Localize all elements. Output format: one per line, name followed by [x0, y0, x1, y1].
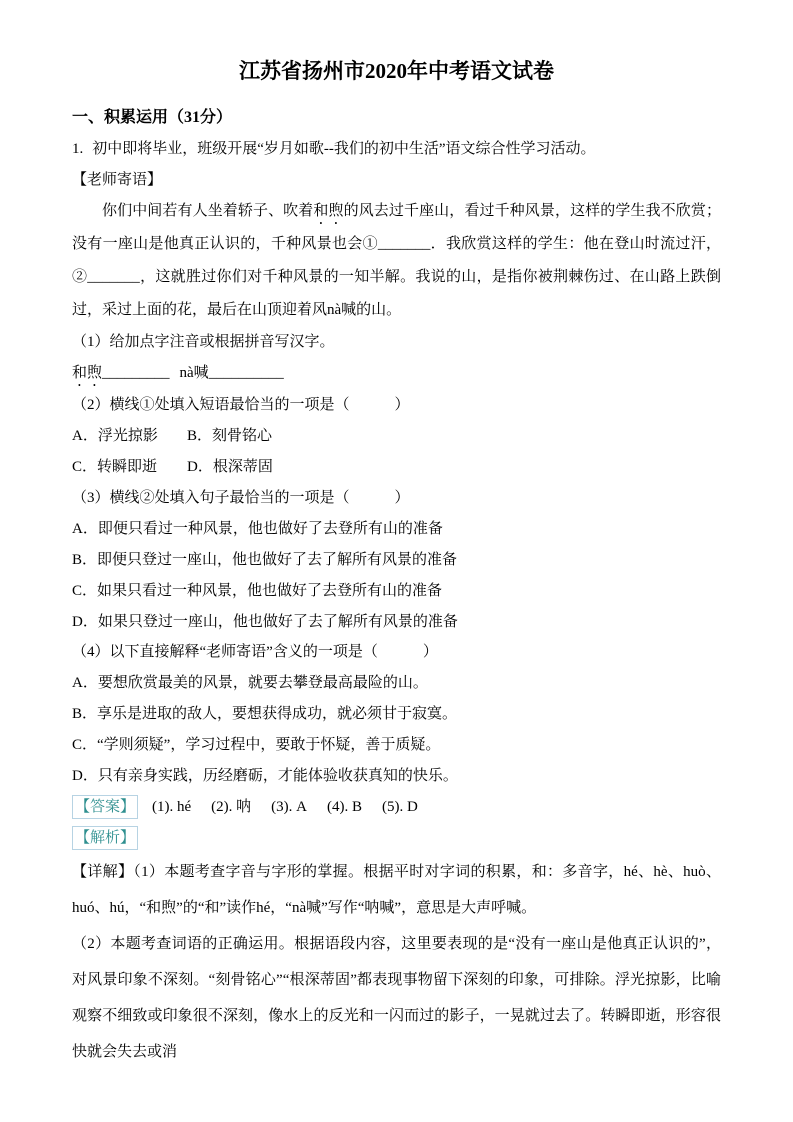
answer-blank-1: _________ — [102, 365, 170, 382]
option-3c: C．如果只看过一种风景，他也做好了去登所有山的准备 — [72, 582, 443, 599]
subquestion-1-blank-line — [72, 358, 721, 390]
teacher-message-passage — [72, 195, 721, 327]
option-2b: B．刻骨铭心 — [187, 428, 273, 445]
answer-item-5: (5). D — [382, 798, 418, 815]
answer-items — [152, 799, 438, 815]
option-3a: A．即便只看过一种风景，他也做好了去登所有山的准备 — [72, 520, 443, 537]
subquestion-2-options-row-2 — [72, 452, 721, 483]
question-1-intro-line — [72, 134, 721, 165]
option-4d: D．只有亲身实践，历经磨砺，才能体验收获真知的快乐。 — [72, 768, 458, 785]
answer-blank-2: __________ — [208, 365, 284, 382]
section-heading: 一、积累运用（31分） — [72, 109, 233, 127]
passage-text-pre: 你们中间若有人坐着轿子、吹着 — [102, 203, 314, 220]
analysis-paragraph-1-text: （1）本题考查字音与字形的掌握。根据平时对字词的积累，和：多音字，hé、hè、huò、huó、hú，“和煦”的“和”读作hé，“nà喊”写作“呐喊”，意思是大声呼喊。 — [72, 863, 721, 916]
document-title: 江苏省扬州市2020年中考语文试卷 — [239, 59, 554, 83]
answer-item-4: (4). B — [327, 798, 362, 815]
analysis-detail-paragraph — [72, 854, 721, 926]
question-intro-text: 初中即将毕业，班级开展“岁月如歌--我们的初中生活”语文综合性学习活动。 — [92, 140, 596, 157]
analysis-line — [72, 823, 721, 854]
option-2a: A．浮光掠影 — [72, 428, 158, 445]
option-4b: B．享乐是进取的敌人，要想获得成功，就必须甘于寂寞。 — [72, 706, 458, 723]
subquestion-2-options-row-1 — [72, 421, 721, 452]
subquestion-4-prompt: （4）以下直接解释“老师寄语”含义的一项是（ ） — [72, 644, 438, 661]
answer-line — [72, 792, 721, 823]
pinyin-word-nahan: nà喊 — [179, 365, 209, 382]
analysis-label: 【解析】 — [72, 826, 138, 851]
answer-item-2: (2). 呐 — [211, 798, 252, 815]
option-3d: D．如果只登过一座山，他也做好了去了解所有风景的准备 — [72, 613, 458, 630]
dotted-word-hexu: 和煦 — [313, 203, 344, 220]
option-2c: C．转瞬即逝 — [72, 459, 158, 476]
subquestion-2-prompt: （2）横线①处填入短语最恰当的一项是（ ） — [72, 397, 410, 414]
dotted-word-hexu-blank: 和煦 — [72, 365, 103, 382]
subquestion-3-prompt: （3）横线②处填入句子最恰当的一项是（ ） — [72, 490, 410, 507]
teacher-message-label: 【老师寄语】 — [72, 171, 163, 188]
answer-item-3: (3). A — [271, 798, 307, 815]
analysis-paragraph-2: （2）本题考查词语的正确运用。根据语段内容，这里要表现的是“没有一座山是他真正认识的”，对风景印象不深刻。“刻骨铭心”“根深蒂固”都表现事物留下深刻的印象，可排除。浮光掠影，比喻观察不细致或印象很不深刻，像水上的反光和一闪而过的影子，一晃就过去了。转瞬即逝，形容很快就会失去或消 — [72, 935, 721, 1060]
answer-item-1: (1). hé — [152, 798, 192, 815]
option-2d: D．根深蒂固 — [187, 459, 273, 476]
option-4c: C．“学则须疑”，学习过程中，要敢于怀疑，善于质疑。 — [72, 737, 441, 754]
answer-label: 【答案】 — [72, 795, 138, 820]
question-number: 1. — [72, 140, 84, 157]
detail-label: 【详解】 — [72, 863, 134, 880]
option-4a: A．要想欣赏最美的风景，就要去攀登最高最险的山。 — [72, 675, 428, 692]
passage-text-post: 的风去过千座山，看过千种风景，这样的学生我不欣赏；没有一座山是他真正认识的，千种风景也会①_______．我欣赏这样的学生：他在登山时流过汗，②_______，这就胜过你们对千种风景的一知半解。我说的山，是指你被荆棘伤过、在山路上跌倒过，采过上面的花，最后在山顶迎着风nà喊的山。 — [72, 203, 721, 319]
option-3b: B．即便只登过一座山，他也做好了去了解所有风景的准备 — [72, 551, 458, 568]
subquestion-1-prompt: （1）给加点字注音或根据拼音写汉字。 — [72, 334, 335, 351]
